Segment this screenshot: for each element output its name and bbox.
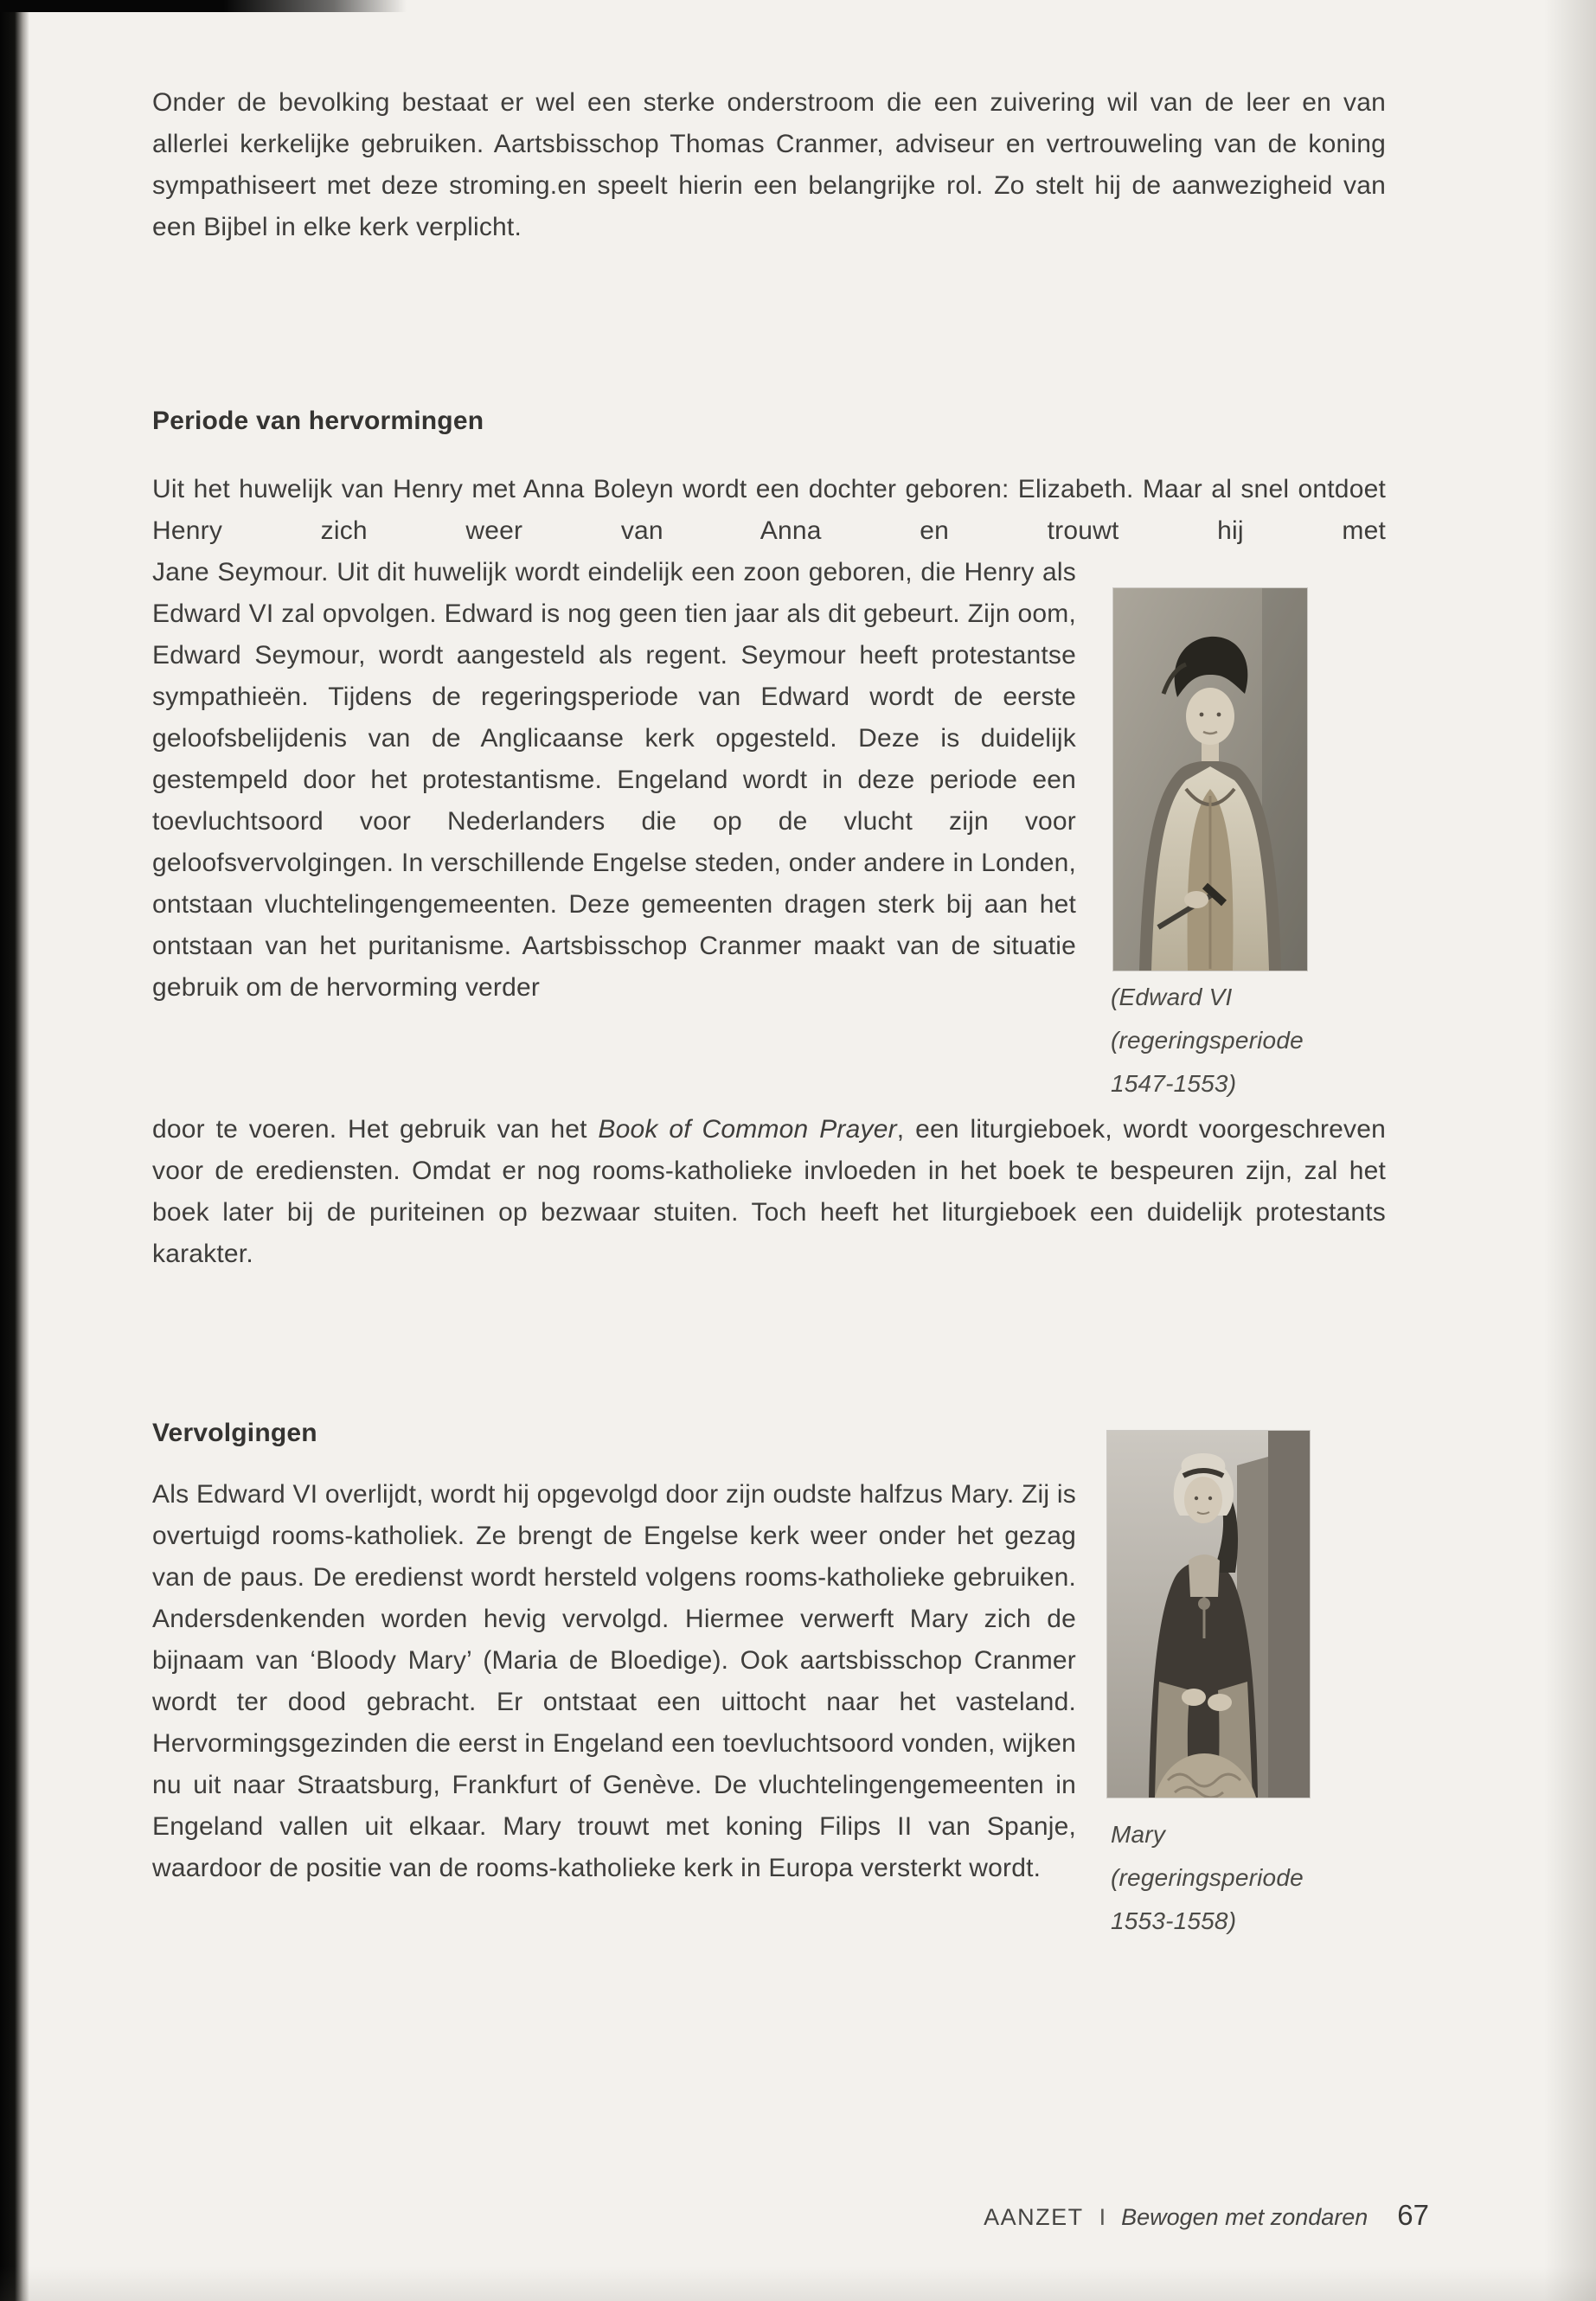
mary-image [1107,1431,1310,1798]
mary-caption-line-3: 1553-1558) [1111,1907,1237,1934]
edward-caption-line-1: (Edward VI [1111,984,1233,1010]
footer-series-name: AANZET [984,2204,1084,2230]
page-footer [984,2199,1429,2232]
footer-separator: I [1099,2204,1106,2230]
book-of-common-prayer-title: Book of Common Prayer [598,1115,897,1144]
reform-paragraph-text-after-title: , een liturgieboek, wordt voorgeschreven voor de erediensten. Omdat er nog rooms-katholieke invloeden in het boek te bespeuren zijn, zal het boek later bij de puriteinen op bezwaar stuiten. Toch heeft het liturgieboek een duidelijk protestants karakter. [152,1115,1386,1268]
page-right-shading [1544,0,1596,2301]
page-top-edge-shadow [0,0,407,12]
reform-paragraph-wrapped-column: Jane Seymour. Uit dit huwelijk wordt eindelijk een zoon geboren, die Henry als Edward VI zal opvolgen. Edward is nog geen tien jaar als dit gebeurt. Zijn oom, Edward Seymour, wordt aangesteld als regent. Seymour heeft protestantse sympathieën. Tijdens de regeringsperiode van Edward wordt de eerste geloofsbelijdenis van de Anglicaanse kerk opgesteld. Deze is duidelijk gestempeld door het protestantisme. Engeland wordt in deze periode een toevluchtsoord voor Nederlanders die op de vlucht zijn voor geloofsvervolgingen. In verschillende Engelse steden, onder andere in Londen, ontstaan vluchtelingengemeenten. Deze gemeenten dragen sterk bij aan het ontstaan van het puritanisme. Aartsbisschop Cranmer maakt van de situatie gebruik om de hervorming verder [152,558,1076,1002]
reform-paragraph-fullwidth-end [152,1109,1386,1275]
reform-paragraph-text-before-title: door te voeren. Het gebruik van het [152,1115,599,1144]
edward-caption-line-2: (regeringsperiode [1111,1027,1304,1054]
footer-page-number: 67 [1397,2199,1429,2231]
mary-portrait-illustration [1107,1431,1310,1798]
edward-vi-portrait-illustration [1113,588,1307,971]
mary-caption-line-1: Mary [1111,1821,1166,1848]
mary-caption-line-2: (regeringsperiode [1111,1864,1304,1891]
reform-paragraph-fullwidth-start: Uit het huwelijk van Henry met Anna Boleyn wordt een dochter geboren: Elizabeth. Maar al snel ontdoet Henry zich weer van Anna en trouwt hij met [152,475,1386,545]
book-spine-shadow [0,0,29,2301]
mary-caption [1111,1813,1304,1943]
section-heading-periode-van-hervormingen: Periode van hervormingen [152,407,484,435]
persecution-paragraph: Als Edward VI overlijdt, wordt hij opgevolgd door zijn oudste halfzus Mary. Zij is overtuigd rooms-katholiek. Ze brengt de Engelse kerk weer onder het gezag van de paus. De eredienst wordt hersteld volgens rooms-katholieke gebruiken. Andersdenkenden worden hevig vervolgd. Hiermee verwerft Mary zich de bijnaam van ‘Bloody Mary’ (Maria de Bloedige). Ook aartsbisschop Cranmer wordt ter dood gebracht. Er ontstaat een uittocht naar het vasteland. Hervormingsgezinden die eerst in Engeland een toevluchtsoord vonden, wijken nu uit naar Straatsburg, Frankfurt of Genève. De vluchtelingengemeenten in Engeland vallen uit elkaar. Mary trouwt met koning Filips II van Spanje, waardoor de positie van de rooms-katholieke kerk in Europa versterkt wordt. [152,1480,1076,1882]
section-heading-vervolgingen: Vervolgingen [152,1419,317,1447]
edward-caption-line-3: 1547-1553) [1111,1070,1237,1097]
footer-chapter-title: Bewogen met zondaren [1121,2204,1368,2230]
page-bottom-shading [0,2266,1596,2301]
edward-vi-caption [1111,976,1304,1106]
edward-vi-image [1113,588,1307,971]
intro-paragraph: Onder de bevolking bestaat er wel een sterke onderstroom die een zuivering wil van de leer en van allerlei kerkelijke gebruiken. Aartsbisschop Thomas Cranmer, adviseur en vertrouweling van de koning sympathiseert met deze stroming.en speelt hierin een belangrijke rol. Zo stelt hij de aanwezigheid van een Bijbel in elke kerk verplicht. [152,88,1386,241]
